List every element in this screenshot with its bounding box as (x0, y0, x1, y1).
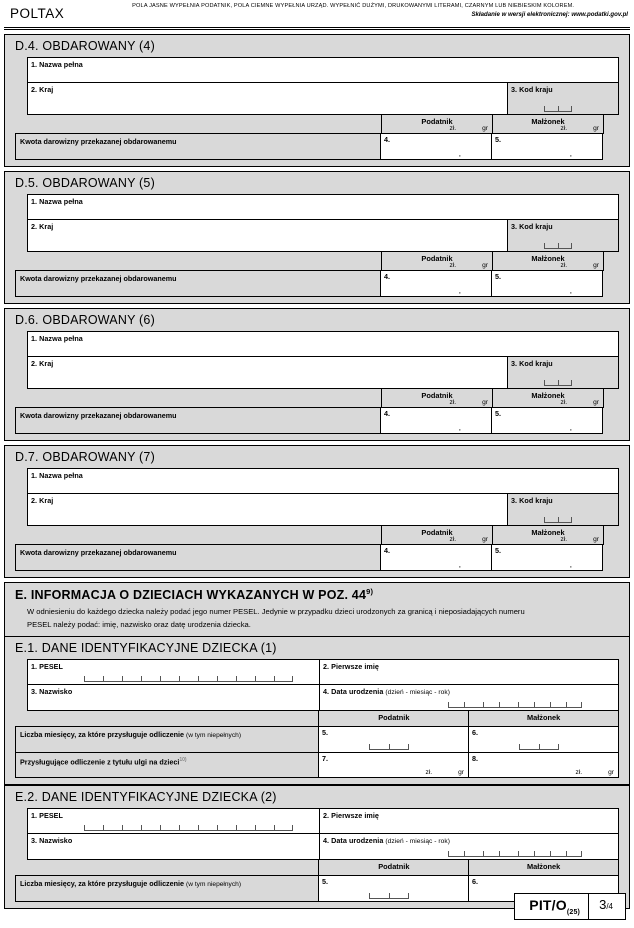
country-code-field[interactable] (507, 82, 619, 115)
header-instructions (78, 2, 630, 19)
country-row (27, 219, 619, 252)
section-title: D.7. OBDAROWANY (7) (15, 450, 155, 464)
months-taxpayer-field[interactable] (318, 726, 469, 753)
footnote-marker: 10) (179, 757, 187, 764)
country-label: 2. Kraj (31, 222, 54, 231)
birth-date-label: 4. Data urodzenia (dzień - miesiąc - rok) (323, 687, 450, 697)
units-zl-gr: zł. gr (449, 125, 488, 132)
pesel-field[interactable] (27, 808, 320, 834)
taxpayer-column-header (381, 114, 493, 134)
donee-section (4, 171, 630, 304)
spouse-column-header (468, 710, 619, 727)
deduction-taxpayer-field[interactable] (318, 752, 469, 778)
decimal-comma: , (569, 286, 572, 295)
taxpayer-column-header (381, 388, 493, 408)
amount-spouse-field[interactable] (491, 544, 603, 571)
deduction-description (15, 752, 319, 778)
months-ticks[interactable] (519, 744, 559, 750)
first-name-field[interactable] (319, 659, 619, 685)
field-number: 4. (384, 272, 390, 281)
poltax-logo: POLTAX (10, 6, 65, 21)
amount-header-row (15, 388, 619, 408)
donee-section (4, 445, 630, 578)
surname-birth-row (27, 833, 619, 860)
columns-header-row (15, 710, 619, 727)
taxpayer-column-header (381, 525, 493, 545)
months-description (15, 875, 319, 902)
amount-description (15, 133, 381, 160)
spouse-label: Małżonek (531, 391, 565, 400)
amount-taxpayer-field[interactable] (380, 407, 492, 434)
country-code-ticks[interactable] (544, 243, 572, 249)
amount-description (15, 407, 381, 434)
amount-row (15, 544, 619, 571)
section-title: D.4. OBDAROWANY (4) (15, 39, 155, 53)
pesel-ticks[interactable] (84, 825, 293, 831)
units-zl-gr: zł. gr (449, 399, 488, 406)
amount-label: Kwota darowizny przekazanej obdarowanemu (20, 411, 177, 420)
taxpayer-label: Podatnik (378, 862, 410, 872)
amount-taxpayer-field[interactable] (380, 270, 492, 297)
taxpayer-label: Podatnik (421, 528, 453, 537)
months-description (15, 726, 319, 753)
field-number: 5. (321, 728, 328, 738)
country-field[interactable] (27, 493, 508, 526)
surname-field[interactable] (27, 684, 320, 711)
amount-row (15, 407, 619, 434)
country-row (27, 493, 619, 526)
surname-field[interactable] (27, 833, 320, 860)
section-title: D.6. OBDAROWANY (6) (15, 313, 155, 327)
amount-spouse-field[interactable] (491, 407, 603, 434)
full-name-field[interactable] (27, 331, 619, 357)
units-zl-gr: zł. gr (560, 536, 599, 543)
taxpayer-label: Podatnik (421, 254, 453, 263)
months-label: Liczba miesięcy, za które przysługuje odliczenie (w tym niepełnych) (20, 730, 242, 740)
spouse-label: Małżonek (531, 254, 565, 263)
field-number: 7. (321, 754, 328, 764)
taxpayer-column-header (318, 859, 469, 876)
amount-label: Kwota darowizny przekazanej obdarowanemu (20, 137, 177, 146)
full-name-field[interactable] (27, 194, 619, 220)
months-taxpayer-field[interactable] (318, 875, 469, 902)
amount-label: Kwota darowizny przekazanej obdarowanemu (20, 548, 177, 557)
birth-date-field[interactable] (319, 833, 619, 860)
section-e-intro (5, 606, 629, 636)
country-field[interactable] (27, 356, 508, 389)
first-name-field[interactable] (319, 808, 619, 834)
units-zl-gr: zł. gr (575, 769, 614, 777)
section-e-title: E. INFORMACJA O DZIECIACH WYKAZANYCH W POZ. 44$^{9)}$ (15, 587, 374, 603)
country-label: 2. Kraj (31, 85, 54, 94)
units-zl-gr: zł. gr (560, 262, 599, 269)
section-title: E.1. DANE IDENTYFIKACYJNE DZIECKA (1) (15, 641, 277, 656)
spouse-column-header (492, 114, 604, 134)
donee-sections (4, 34, 630, 578)
surname-label: 3. Nazwisko (31, 687, 73, 697)
birth-date-field[interactable] (319, 684, 619, 711)
form-version: (25) (566, 909, 581, 916)
country-row (27, 356, 619, 389)
field-number: 4. (384, 135, 390, 144)
amount-taxpayer-field[interactable] (380, 133, 492, 160)
donee-section (4, 34, 630, 167)
birth-date-ticks[interactable] (448, 851, 582, 857)
form-code-text: PIT/O (529, 897, 567, 914)
country-code-label: 3. Kod kraju (511, 85, 553, 94)
field-number: 5. (495, 409, 501, 418)
taxpayer-column-header (381, 251, 493, 271)
taxpayer-label: Podatnik (378, 713, 410, 723)
birth-date-hint: (dzień - miesiąc - rok) (385, 838, 450, 846)
header-divider (4, 27, 630, 30)
country-code-field[interactable] (507, 356, 619, 389)
full-name-field[interactable] (27, 57, 619, 83)
units-zl-gr: zł. gr (560, 125, 599, 132)
field-number: 5. (495, 272, 501, 281)
full-name-field[interactable] (27, 468, 619, 494)
country-label: 2. Kraj (31, 496, 54, 505)
spouse-label: Małżonek (531, 528, 565, 537)
fill-instruction-text: POLA JASNE WYPEŁNIA PODATNIK, POLA CIEMNE WYPEŁNIA URZĄD. WYPEŁNIĆ DUŻYMI, DRUKOWANYMI LITERAMI, CZARNYM LUB NIEBIESKIM KOLOREM. (132, 3, 575, 9)
spouse-column-header (492, 525, 604, 545)
electronic-submission-text: Składanie w wersji elektronicznej: www.podatki.gov.pl (471, 11, 628, 18)
field-number: 8. (471, 754, 478, 764)
page-header (0, 0, 634, 26)
pesel-ticks[interactable] (84, 676, 293, 682)
decimal-comma: , (458, 423, 461, 432)
amount-header-row (15, 251, 619, 271)
page-number: 3 (599, 897, 607, 913)
columns-header-row (15, 859, 619, 876)
taxpayer-column-header (318, 710, 469, 727)
decimal-comma: , (569, 560, 572, 569)
page-total: /4 (606, 902, 613, 912)
country-label: 2. Kraj (31, 359, 54, 368)
months-ticks[interactable] (369, 744, 409, 750)
form-footer (514, 893, 626, 920)
birth-date-label: 4. Data urodzenia (dzień - miesiąc - rok) (323, 836, 450, 846)
units-zl-gr: zł. gr (449, 262, 488, 269)
amount-row (15, 133, 619, 160)
section-fields (5, 659, 629, 784)
amount-header-row (15, 114, 619, 134)
country-code-label: 3. Kod kraju (511, 222, 553, 231)
field-number: 5. (495, 546, 501, 555)
units-zl-gr: zł. gr (560, 399, 599, 406)
amount-header-row (15, 525, 619, 545)
decimal-comma: , (458, 149, 461, 158)
decimal-comma: , (458, 560, 461, 569)
country-code-label: 3. Kod kraju (511, 359, 553, 368)
amount-spouse-field[interactable] (491, 133, 603, 160)
pesel-field[interactable] (27, 659, 320, 685)
months-ticks[interactable] (369, 893, 409, 899)
page-indicator (589, 894, 625, 919)
country-code-label: 3. Kod kraju (511, 496, 553, 505)
footnote-marker: 9) (366, 587, 374, 596)
units-zl-gr: zł. gr (425, 769, 464, 777)
section-fields (5, 194, 629, 303)
spouse-column-header (492, 251, 604, 271)
country-code-ticks[interactable] (544, 517, 572, 523)
section-title: E.2. DANE IDENTYFIKACYJNE DZIECKA (2) (15, 790, 277, 805)
field-number: 5. (495, 135, 501, 144)
pesel-label: 1. PESEL (31, 662, 63, 672)
field-number: 5. (321, 877, 328, 887)
pesel-name-row (27, 659, 619, 685)
field-number: 4. (384, 409, 390, 418)
spouse-label: Małżonek (531, 117, 565, 126)
spouse-label: Małżonek (526, 713, 561, 723)
first-name-label: 2. Pierwsze imię (323, 811, 379, 821)
amount-spouse-field[interactable] (491, 270, 603, 297)
country-code-field[interactable] (507, 219, 619, 252)
spouse-label: Małżonek (526, 862, 561, 872)
decimal-comma: , (569, 423, 572, 432)
amount-taxpayer-field[interactable] (380, 544, 492, 571)
amount-description (15, 544, 381, 571)
country-code-ticks[interactable] (544, 380, 572, 386)
field-number: 6. (471, 728, 478, 738)
pesel-label: 1. PESEL (31, 811, 63, 821)
amount-description (15, 270, 381, 297)
birth-date-ticks[interactable] (448, 702, 582, 708)
section-fields (5, 468, 629, 577)
decimal-comma: , (569, 149, 572, 158)
intro-line-1: W odniesieniu do każdego dziecka należy podać jego numer PESEL. Jedynie w przypadku dzieci urodzonych za granicą i nieposiadających numeru (27, 607, 525, 617)
deduction-row (15, 752, 619, 778)
section-fields (5, 331, 629, 440)
country-field[interactable] (27, 219, 508, 252)
country-field[interactable] (27, 82, 508, 115)
surname-label: 3. Nazwisko (31, 836, 73, 846)
amount-row (15, 270, 619, 297)
months-label: Liczba miesięcy, za które przysługuje odliczenie (w tym niepełnych) (20, 879, 242, 889)
decimal-comma: , (458, 286, 461, 295)
months-hint: (w tym niepełnych) (186, 881, 242, 889)
full-name-label: 1. Nazwa pełna (31, 334, 83, 343)
months-row (15, 726, 619, 753)
full-name-label: 1. Nazwa pełna (31, 197, 83, 206)
section-title: D.5. OBDAROWANY (5) (15, 176, 155, 190)
taxpayer-label: Podatnik (421, 117, 453, 126)
child-data-section (4, 636, 630, 785)
taxpayer-label: Podatnik (421, 391, 453, 400)
country-code-field[interactable] (507, 493, 619, 526)
surname-birth-row (27, 684, 619, 711)
form-code (515, 894, 589, 919)
full-name-label: 1. Nazwa pełna (31, 471, 83, 480)
first-name-label: 2. Pierwsze imię (323, 662, 379, 672)
months-hint: (w tym niepełnych) (186, 732, 242, 740)
country-row (27, 82, 619, 115)
amount-label: Kwota darowizny przekazanej obdarowanemu (20, 274, 177, 283)
months-spouse-field[interactable] (468, 726, 619, 753)
intro-line-2: PESEL należy podać: imię, nazwisko oraz datę urodzenia dziecka. (27, 619, 251, 629)
spouse-column-header (492, 388, 604, 408)
spouse-column-header (468, 859, 619, 876)
birth-date-hint: (dzień - miesiąc - rok) (385, 689, 450, 697)
deduction-label: Przysługujące odliczenie z tytułu ulgi na dzieci$^{10)}$ (20, 757, 187, 767)
child-data-section (4, 785, 630, 912)
form-body (0, 34, 634, 912)
pesel-name-row (27, 808, 619, 834)
section-e-header (4, 582, 630, 636)
section-fields (5, 57, 629, 166)
field-number: 6. (471, 877, 478, 887)
donee-section (4, 308, 630, 441)
units-zl-gr: zł. gr (449, 536, 488, 543)
field-number: 4. (384, 546, 390, 555)
country-code-ticks[interactable] (544, 106, 572, 112)
children-info-sections (4, 582, 630, 912)
deduction-spouse-field[interactable] (468, 752, 619, 778)
full-name-label: 1. Nazwa pełna (31, 60, 83, 69)
